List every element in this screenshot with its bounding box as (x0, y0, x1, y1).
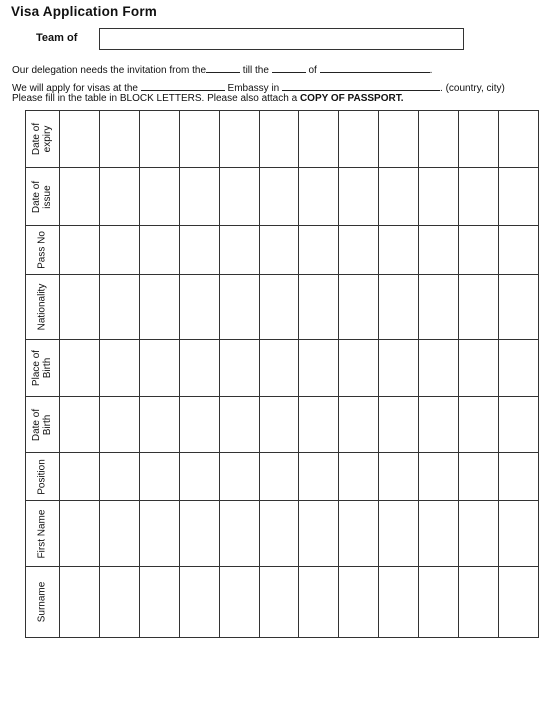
entry-cell[interactable] (139, 275, 179, 340)
entry-cell[interactable] (179, 501, 219, 567)
table-row (26, 168, 539, 226)
entry-cell[interactable] (499, 501, 539, 567)
entry-cell[interactable] (499, 453, 539, 501)
entry-cell[interactable] (379, 111, 419, 168)
entry-cell[interactable] (219, 567, 259, 638)
table-row (26, 453, 539, 501)
entry-cell[interactable] (179, 275, 219, 340)
entry-cell[interactable] (99, 567, 139, 638)
entry-cell[interactable] (499, 275, 539, 340)
entry-cell[interactable] (259, 501, 299, 567)
entry-cell[interactable] (379, 168, 419, 226)
row-label: Date of expiry (31, 122, 54, 156)
table-row (26, 275, 539, 340)
entry-cell[interactable] (419, 275, 459, 340)
entry-cell[interactable] (139, 111, 179, 168)
row-label-cell (26, 340, 60, 397)
table-row (26, 111, 539, 168)
entry-cell[interactable] (419, 111, 459, 168)
entry-cell[interactable] (259, 275, 299, 340)
entry-cell[interactable] (59, 453, 99, 501)
entry-cell[interactable] (219, 397, 259, 453)
entry-cell[interactable] (339, 111, 379, 168)
entry-cell[interactable] (139, 226, 179, 275)
entry-cell[interactable] (299, 453, 339, 501)
row-label: Position (36, 458, 48, 495)
entry-cell[interactable] (459, 168, 499, 226)
entry-cell[interactable] (139, 567, 179, 638)
entry-cell[interactable] (459, 111, 499, 168)
entry-cell[interactable] (299, 501, 339, 567)
entry-cell[interactable] (219, 453, 259, 501)
entry-cell[interactable] (379, 567, 419, 638)
entry-cell[interactable] (179, 453, 219, 501)
entry-cell[interactable] (299, 275, 339, 340)
row-label: Nationality (36, 283, 48, 331)
entry-cell[interactable] (99, 453, 139, 501)
entry-cell[interactable] (339, 226, 379, 275)
row-label-cell (26, 111, 60, 168)
entry-cell[interactable] (99, 111, 139, 168)
entry-cell[interactable] (499, 111, 539, 168)
entry-cell[interactable] (299, 397, 339, 453)
entry-cell[interactable] (339, 275, 379, 340)
country-blank[interactable] (141, 80, 225, 91)
entry-cell[interactable] (179, 567, 219, 638)
entry-cell[interactable] (99, 501, 139, 567)
entry-cell[interactable] (139, 501, 179, 567)
entry-cell[interactable] (339, 168, 379, 226)
entry-cell[interactable] (59, 501, 99, 567)
invitation-line (12, 62, 432, 76)
entry-cell[interactable] (379, 397, 419, 453)
entry-cell[interactable] (339, 501, 379, 567)
row-label: Pass No (36, 231, 48, 269)
entry-cell[interactable] (299, 340, 339, 397)
of-text: of (305, 65, 320, 76)
end-date-blank[interactable] (272, 62, 306, 73)
entry-cell[interactable] (379, 340, 419, 397)
entry-cell[interactable] (59, 397, 99, 453)
table-row (26, 501, 539, 567)
entry-cell[interactable] (419, 168, 459, 226)
entry-cell[interactable] (259, 567, 299, 638)
entry-cell[interactable] (179, 226, 219, 275)
entry-cell[interactable] (219, 340, 259, 397)
entry-cell[interactable] (339, 397, 379, 453)
entry-cell[interactable] (259, 111, 299, 168)
entry-cell[interactable] (459, 501, 499, 567)
entry-cell[interactable] (459, 340, 499, 397)
entry-cell[interactable] (419, 340, 459, 397)
entry-cell[interactable] (419, 567, 459, 638)
applicant-table (25, 110, 539, 638)
entry-cell[interactable] (299, 111, 339, 168)
entry-cell[interactable] (379, 501, 419, 567)
entry-cell[interactable] (99, 226, 139, 275)
entry-cell[interactable] (419, 397, 459, 453)
entry-cell[interactable] (179, 397, 219, 453)
entry-cell[interactable] (419, 226, 459, 275)
team-label: Team of (36, 32, 78, 44)
entry-cell[interactable] (339, 453, 379, 501)
entry-cell[interactable] (499, 168, 539, 226)
entry-cell[interactable] (379, 226, 419, 275)
entry-cell[interactable] (259, 226, 299, 275)
entry-cell[interactable] (459, 397, 499, 453)
row-label: Place of Birth (31, 349, 54, 387)
table-row (26, 567, 539, 638)
entry-cell[interactable] (59, 275, 99, 340)
entry-cell[interactable] (59, 168, 99, 226)
row-label-cell (26, 275, 60, 340)
entry-cell[interactable] (99, 275, 139, 340)
table-row (26, 397, 539, 453)
entry-cell[interactable] (179, 340, 219, 397)
month-blank[interactable] (320, 62, 430, 73)
entry-cell[interactable] (259, 397, 299, 453)
embassy-in-text: Embassy in (224, 83, 283, 94)
entry-cell[interactable] (499, 226, 539, 275)
entry-cell[interactable] (299, 226, 339, 275)
passport-copy-text: COPY OF PASSPORT. (299, 93, 404, 104)
entry-cell[interactable] (99, 168, 139, 226)
entry-cell[interactable] (459, 226, 499, 275)
till-text: till the (240, 65, 272, 76)
row-label-cell (26, 453, 60, 501)
entry-cell[interactable] (59, 567, 99, 638)
table-row (26, 340, 539, 397)
entry-cell[interactable] (379, 275, 419, 340)
team-input[interactable] (99, 28, 464, 50)
entry-cell[interactable] (139, 168, 179, 226)
block-letters-line (12, 93, 403, 104)
row-label-cell (26, 501, 60, 567)
entry-cell[interactable] (59, 111, 99, 168)
row-label-cell (26, 567, 60, 638)
embassy-line (12, 80, 505, 94)
entry-cell[interactable] (379, 453, 419, 501)
entry-cell[interactable] (99, 340, 139, 397)
entry-cell[interactable] (339, 567, 379, 638)
entry-cell[interactable] (219, 226, 259, 275)
period-text: . (429, 65, 433, 76)
entry-cell[interactable] (499, 340, 539, 397)
entry-cell[interactable] (499, 397, 539, 453)
entry-cell[interactable] (179, 111, 219, 168)
row-label-cell (26, 397, 60, 453)
entry-cell[interactable] (259, 340, 299, 397)
entry-cell[interactable] (259, 168, 299, 226)
entry-cell[interactable] (59, 226, 99, 275)
row-label: Date of issue (31, 180, 54, 213)
row-label: Surname (36, 581, 48, 623)
entry-cell[interactable] (419, 501, 459, 567)
entry-cell[interactable] (99, 397, 139, 453)
row-label: First Name (36, 509, 48, 558)
entry-cell[interactable] (459, 567, 499, 638)
entry-cell[interactable] (499, 567, 539, 638)
form-title: Visa Application Form (11, 4, 157, 19)
country-city-text: . (country, city) (440, 83, 505, 94)
invitation-text: Our delegation needs the invitation from the (12, 65, 207, 76)
table-row (26, 226, 539, 275)
entry-cell[interactable] (139, 340, 179, 397)
entry-cell[interactable] (219, 111, 259, 168)
entry-cell[interactable] (219, 168, 259, 226)
entry-cell[interactable] (219, 275, 259, 340)
entry-cell[interactable] (219, 501, 259, 567)
city-blank[interactable] (282, 80, 440, 91)
entry-cell[interactable] (179, 168, 219, 226)
embassy-text: We will apply for visas at the (12, 83, 141, 94)
entry-cell[interactable] (59, 340, 99, 397)
block-letters-text: Please fill in the table in BLOCK LETTERS. Please also attach a (12, 93, 300, 104)
entry-cell[interactable] (339, 340, 379, 397)
entry-cell[interactable] (299, 168, 339, 226)
entry-cell[interactable] (459, 453, 499, 501)
entry-cell[interactable] (459, 275, 499, 340)
entry-cell[interactable] (259, 453, 299, 501)
row-label-cell (26, 226, 60, 275)
row-label: Date of Birth (31, 408, 54, 441)
row-label-cell (26, 168, 60, 226)
entry-cell[interactable] (139, 453, 179, 501)
start-date-blank[interactable] (206, 62, 240, 73)
entry-cell[interactable] (299, 567, 339, 638)
entry-cell[interactable] (419, 453, 459, 501)
entry-cell[interactable] (139, 397, 179, 453)
